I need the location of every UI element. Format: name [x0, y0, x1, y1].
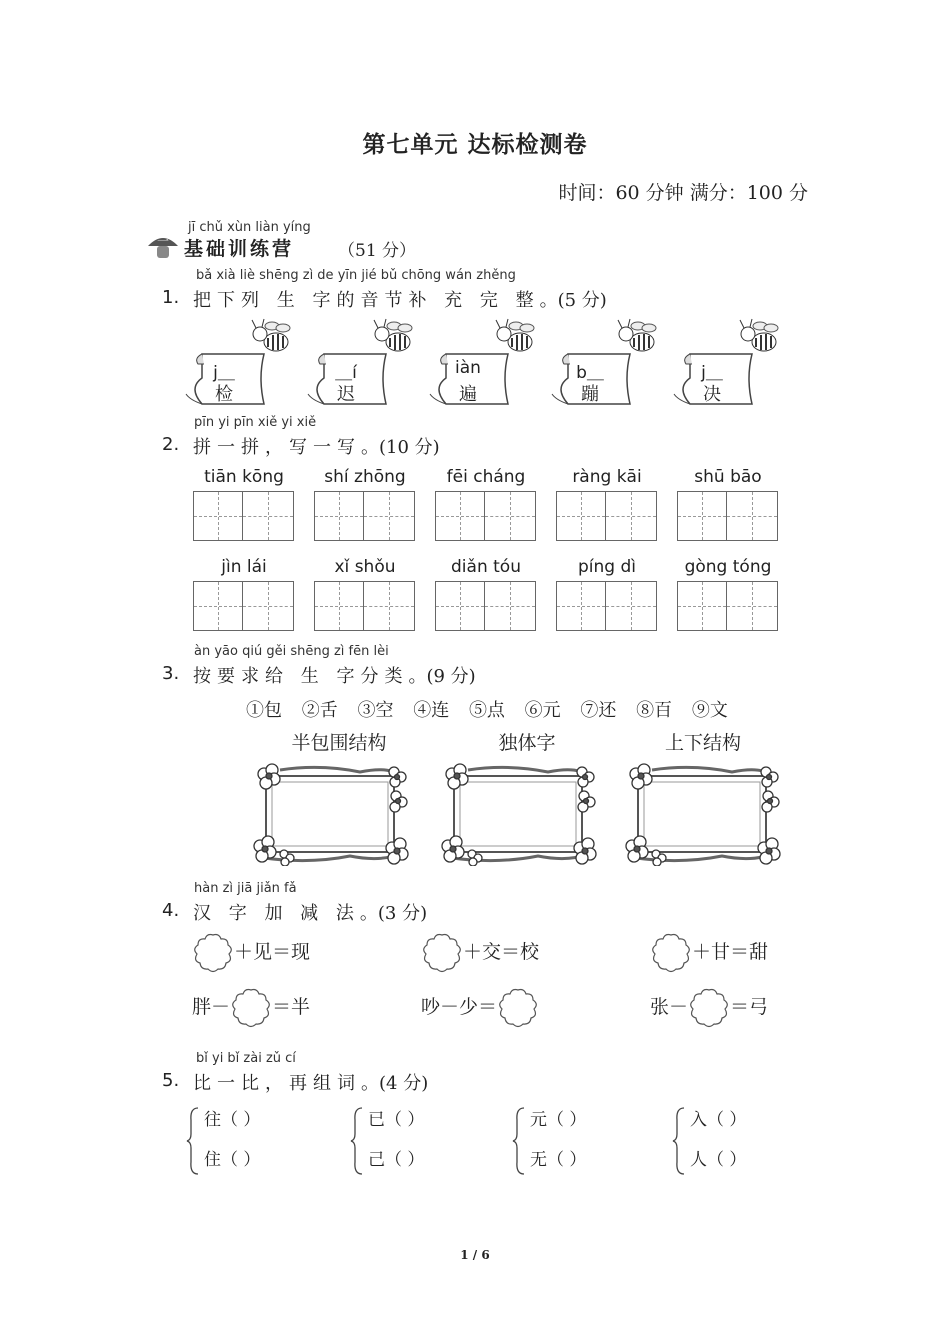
- math-equation: [192, 987, 310, 1029]
- writing-grid: [314, 467, 416, 541]
- page-number: 1 / 6: [460, 1248, 490, 1262]
- q1-text: 把下列 生 字的音节补 充 完 整: [193, 290, 540, 311]
- char-option: ③空: [357, 700, 394, 721]
- q5-pinyin: bǐ yi bǐ zài zǔ cí: [196, 1051, 296, 1066]
- pair-word[interactable]: 无（ ）: [530, 1150, 587, 1170]
- q5-text: 比一比，再组词: [193, 1073, 361, 1094]
- word-pair: [350, 1100, 424, 1180]
- q4-text: 汉 字 加 减 法: [193, 903, 360, 924]
- q3-text: 按要求给 生 字分类: [193, 666, 409, 687]
- q1-items: [180, 318, 820, 413]
- word-pair: [672, 1100, 746, 1180]
- flower-blank-icon[interactable]: [497, 987, 539, 1029]
- grid-pinyin: shū bāo: [694, 467, 762, 487]
- writing-cell[interactable]: [556, 581, 606, 631]
- pair-word[interactable]: 人（ ）: [690, 1150, 747, 1170]
- writing-grid: [193, 557, 295, 631]
- q1-item-char: 决: [703, 384, 721, 405]
- writing-cell[interactable]: [485, 491, 536, 541]
- pair-word[interactable]: 已（ ）: [368, 1110, 425, 1130]
- q4-score: 。(3 分): [359, 903, 428, 924]
- pair-word[interactable]: 住（ ）: [204, 1150, 261, 1170]
- grid-pinyin: xǐ shǒu: [334, 557, 396, 577]
- brace-icon: [672, 1106, 686, 1176]
- q1-item-char: 遍: [459, 384, 477, 405]
- grid-pinyin: jìn lái: [221, 557, 267, 577]
- q3-score: 。(9 分): [408, 666, 476, 687]
- equation-text: 张－: [650, 996, 689, 1018]
- equation-text: ＋甘＝甜: [692, 941, 769, 963]
- q1-item-pinyin: b＿: [576, 363, 604, 383]
- flower-frame-icon: [622, 762, 782, 866]
- q2-number: 2.: [162, 434, 180, 455]
- q5-number: 5.: [162, 1070, 180, 1091]
- q4-number: 4.: [162, 900, 180, 921]
- writing-cell[interactable]: [193, 491, 243, 541]
- writing-grid: [314, 557, 416, 631]
- math-equation: [421, 932, 539, 974]
- q2-score: 。(10 分): [361, 437, 440, 458]
- q5-score: 。(4 分): [361, 1073, 429, 1094]
- q2-text: 拼一拼，写一写: [193, 437, 361, 458]
- q3-character-list: [246, 696, 728, 722]
- flower-blank-icon[interactable]: [192, 932, 234, 974]
- page-title: 第七单元 达标检测卷: [362, 132, 588, 158]
- q1-item: [180, 318, 290, 408]
- brace-icon: [512, 1106, 526, 1176]
- equation-text: ＝半: [272, 996, 311, 1018]
- q3-number: 3.: [162, 663, 180, 684]
- writing-cell[interactable]: [435, 581, 485, 631]
- writing-grid: [556, 557, 658, 631]
- brace-icon: [350, 1106, 364, 1176]
- math-equation: [421, 987, 539, 1029]
- writing-cell[interactable]: [727, 581, 778, 631]
- grid-pinyin: diǎn tóu: [451, 557, 521, 577]
- writing-cell[interactable]: [314, 581, 364, 631]
- flower-frame-icon: [250, 762, 410, 866]
- q1-item: [546, 318, 656, 408]
- flower-blank-icon[interactable]: [688, 987, 730, 1029]
- q1-item-pinyin: iàn: [455, 358, 481, 378]
- flower-blank-icon[interactable]: [421, 932, 463, 974]
- char-option: ①包: [246, 700, 282, 721]
- math-equation: [650, 932, 768, 974]
- flower-blank-icon[interactable]: [230, 987, 272, 1029]
- time-score-info: 时间：60 分钟 满分：100 分: [558, 182, 808, 204]
- q1-item-char: 蹦: [581, 384, 599, 405]
- q1-item-pinyin: ＿í: [335, 363, 357, 383]
- writing-cell[interactable]: [435, 491, 485, 541]
- writing-cell[interactable]: [606, 581, 657, 631]
- pair-word[interactable]: 己（ ）: [368, 1150, 425, 1170]
- writing-cell[interactable]: [677, 491, 727, 541]
- q1-number: 1.: [162, 287, 180, 308]
- grid-pinyin: ràng kāi: [572, 467, 642, 487]
- pair-word[interactable]: 元（ ）: [530, 1110, 587, 1130]
- writing-cell[interactable]: [677, 581, 727, 631]
- writing-cell[interactable]: [364, 581, 415, 631]
- math-equation: [650, 987, 768, 1029]
- q1-item-char: 迟: [337, 384, 355, 405]
- mushroom-icon: [146, 232, 180, 262]
- writing-cell[interactable]: [556, 491, 606, 541]
- char-option: ④连: [413, 700, 450, 721]
- word-pair: [186, 1100, 260, 1180]
- writing-grid: [193, 467, 295, 541]
- q1-score: 。(5 分): [539, 290, 607, 311]
- char-option: ⑧百: [636, 700, 673, 721]
- char-option: ⑨文: [691, 700, 728, 721]
- q1-item: [302, 318, 412, 408]
- q3-pinyin: àn yāo qiú gěi shēng zì fēn lèi: [194, 644, 389, 659]
- writing-cell[interactable]: [364, 491, 415, 541]
- q1-item: [668, 318, 778, 408]
- category-label: 上下结构: [664, 732, 741, 754]
- equation-text: 吵－少＝: [421, 996, 498, 1018]
- writing-cell[interactable]: [243, 581, 294, 631]
- char-option: ⑤点: [468, 700, 505, 721]
- category-label: 半包围结构: [291, 732, 387, 754]
- section1-badge: [146, 232, 180, 266]
- answer-frame[interactable]: [250, 762, 410, 866]
- equation-text: ＋交＝校: [463, 941, 540, 963]
- char-option: ⑥元: [524, 700, 561, 721]
- q1-item-pinyin: j＿: [213, 363, 235, 383]
- q1-item-pinyin: j＿: [701, 363, 723, 383]
- writing-cell[interactable]: [193, 581, 243, 631]
- word-pair: [512, 1100, 586, 1180]
- category-label: 独体字: [498, 732, 556, 754]
- section1-score: （51 分）: [338, 241, 417, 261]
- pair-word[interactable]: 往（ ）: [204, 1110, 261, 1130]
- answer-frame[interactable]: [438, 762, 598, 866]
- writing-cell[interactable]: [243, 491, 294, 541]
- grid-pinyin: shí zhōng: [324, 467, 406, 487]
- q1-item: [424, 318, 534, 408]
- writing-grid: [677, 467, 779, 541]
- q2-pinyin: pīn yi pīn xiě yi xiě: [194, 415, 317, 430]
- writing-cell[interactable]: [727, 491, 778, 541]
- pair-word[interactable]: 入（ ）: [690, 1110, 747, 1130]
- section1-pinyin: jī chǔ xùn liàn yíng: [188, 220, 311, 235]
- section1-number: 一: [156, 234, 170, 248]
- writing-cell[interactable]: [485, 581, 536, 631]
- writing-cell[interactable]: [314, 491, 364, 541]
- grid-pinyin: píng dì: [578, 557, 636, 577]
- equation-text: ＋见＝现: [234, 941, 311, 963]
- answer-frame[interactable]: [622, 762, 782, 866]
- char-option: ②舌: [301, 700, 338, 721]
- q1-pinyin: bǎ xià liè shēng zì de yīn jié bǔ chōng wán zhěng: [196, 268, 516, 283]
- math-equation: [192, 932, 310, 974]
- writing-grid: [435, 557, 537, 631]
- writing-grid: [677, 557, 779, 631]
- brace-icon: [186, 1106, 200, 1176]
- section1-title: 基础训练营: [184, 238, 295, 260]
- flower-frame-icon: [438, 762, 598, 866]
- grid-pinyin: fēi cháng: [446, 467, 526, 487]
- char-option: ⑦还: [580, 700, 617, 721]
- q1-item-char: 检: [215, 384, 233, 405]
- writing-grid: [556, 467, 658, 541]
- writing-grid: [435, 467, 537, 541]
- grid-pinyin: tiān kōng: [204, 467, 284, 487]
- writing-cell[interactable]: [606, 491, 657, 541]
- q4-pinyin: hàn zì jiā jiǎn fǎ: [194, 881, 297, 896]
- equation-text: 胖－: [192, 996, 231, 1018]
- grid-pinyin: gòng tóng: [684, 557, 772, 577]
- flower-blank-icon[interactable]: [650, 932, 692, 974]
- equation-text: ＝弓: [730, 996, 769, 1018]
